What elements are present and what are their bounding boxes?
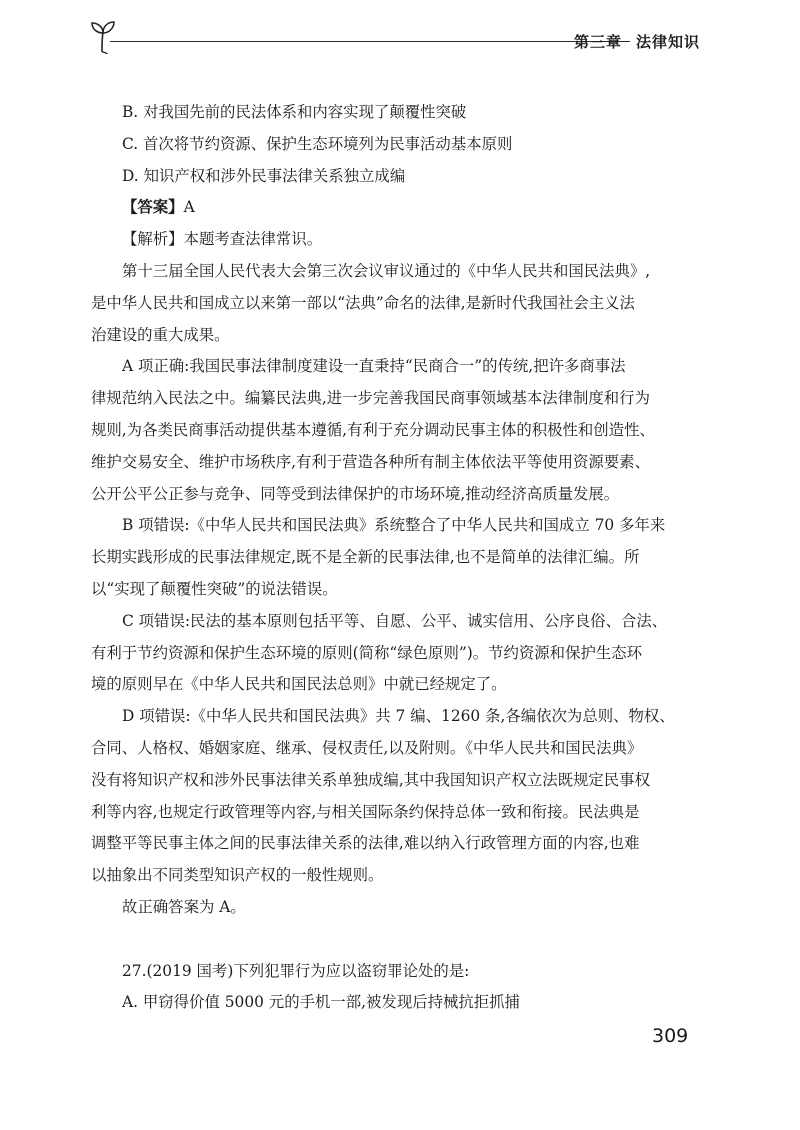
answer-label: 【答案】	[122, 198, 184, 217]
paragraph-line: 第十三届全国人民代表大会第三次会议审议通过的《中华人民共和国民法典》,	[122, 261, 651, 280]
paragraph-line: 以“实现了颠覆性突破”的说法错误。	[91, 579, 338, 598]
question-27-option-a: A. 甲窃得价值 5000 元的手机一部,被发现后持械抗拒抓捕	[122, 993, 520, 1012]
option-c: C. 首次将节约资源、保护生态环境列为民事活动基本原则	[122, 134, 513, 153]
page-number: 309	[652, 1025, 689, 1047]
paragraph-line: D 项错误:《中华人民共和国民法典》共 7 编、1260 条,各编依次为总则、物权、	[122, 707, 675, 726]
paragraph-3	[91, 510, 690, 605]
option-b: B. 对我国先前的民法体系和内容实现了颠覆性突破	[122, 103, 467, 121]
paragraph-1	[91, 256, 690, 351]
paragraph-line: 公开公平公正参与竞争、同等受到法律保护的市场环境,推动经济高质量发展。	[91, 484, 620, 503]
paragraph-line: 没有将知识产权和涉外民事法律关系单独成编,其中我国知识产权立法既规定民事权	[91, 770, 650, 789]
answer-line	[122, 192, 690, 224]
page-header	[88, 18, 700, 58]
header-rule	[110, 41, 630, 42]
page-content	[91, 97, 690, 1019]
paragraph-line: 长期实践形成的民事法律规定,既不是全新的民事法律,也不是简单的法律汇编。所	[91, 548, 640, 567]
analysis-label: 【解析】	[122, 230, 184, 249]
sprout-icon	[88, 18, 118, 54]
paragraph-line: 治建设的重大成果。	[91, 325, 230, 344]
paragraph-line: C 项错误:民法的基本原则包括平等、自愿、公平、诚实信用、公序良俗、合法、	[122, 611, 668, 630]
paragraph-line: 有利于节约资源和保护生态环境的原则(简称“绿色原则”)。节约资源和保护生态环	[91, 643, 643, 662]
paragraph-line: 规则,为各类民商事活动提供基本遵循,有利于充分调动民事主体的积极性和创造性、	[91, 420, 655, 439]
paragraph-5	[91, 701, 690, 892]
paragraph-line: 律规范纳入民法之中。编纂民法典,进一步完善我国民商事领域基本法律制度和行为	[91, 389, 650, 408]
paragraph-line: 以抽象出不同类型知识产权的一般性规则。	[91, 866, 384, 885]
chapter-heading	[574, 31, 700, 52]
paragraph-line: A 项正确:我国民事法律制度建设一直秉持“民商合一”的传统,把许多商事法	[122, 357, 626, 376]
paragraph-line: 调整平等民事主体之间的民事法律关系的法律,难以纳入行政管理方面的内容,也难	[91, 834, 640, 853]
section-spacer	[122, 924, 690, 956]
paragraph-line: 境的原则早在《中华人民共和国民法总则》中就已经规定了。	[91, 675, 507, 694]
chapter-number: 第三章	[573, 33, 622, 51]
question-27-stem: 27.(2019 国考)下列犯罪行为应以盗窃罪论处的是:	[122, 961, 470, 980]
answer-value: A	[183, 198, 195, 217]
option-d: D. 知识产权和涉外民事法律关系独立成编	[122, 166, 406, 185]
paragraph-line: B 项错误:《中华人民共和国民法典》系统整合了中华人民共和国成立 70 多年来	[122, 516, 666, 535]
paragraph-4	[91, 606, 690, 701]
analysis-intro: 本题考查法律常识。	[183, 230, 323, 249]
conclusion: 故正确答案为 A。	[122, 897, 246, 916]
chapter-title: 法律知识	[635, 33, 700, 51]
paragraph-2	[91, 351, 690, 510]
paragraph-line: 合同、人格权、婚姻家庭、继承、侵权责任,以及附则。《中华人民共和国民法典》	[91, 738, 643, 757]
paragraph-line: 是中华人民共和国成立以来第一部以“法典”命名的法律,是新时代我国社会主义法	[91, 293, 635, 312]
paragraph-line: 维护交易安全、维护市场秩序,有利于营造各种所有制主体依法平等使用资源要素、	[91, 452, 650, 471]
paragraph-line: 利等内容,也规定行政管理等内容,与相关国际条约保持总体一致和衔接。民法典是	[91, 802, 640, 821]
analysis-line	[122, 224, 690, 256]
